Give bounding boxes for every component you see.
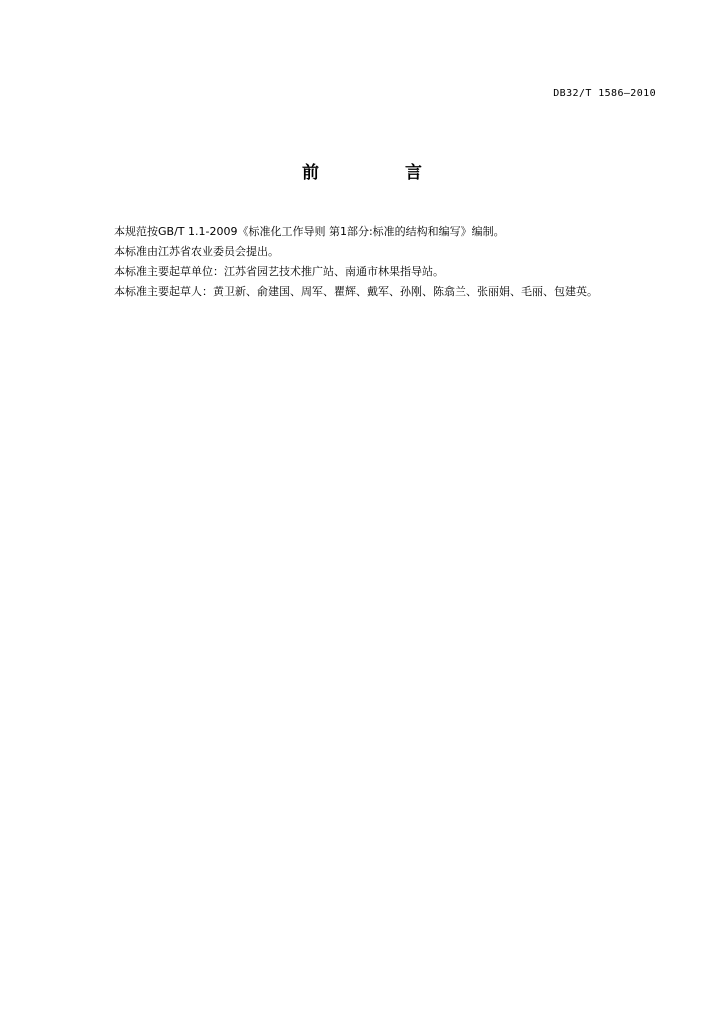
paragraph-compilation-basis: 本规范按GB/T 1.1-2009《标准化工作导则 第1部分:标准的结构和编写》编制。 [114, 225, 505, 238]
paragraph-drafters: 本标准主要起草人：黄卫新、俞建国、周军、瞿辉、戴军、孙刚、陈翕兰、张丽娟、毛丽、包建英。 [114, 285, 598, 298]
page-title: 前 言 [302, 163, 462, 183]
standard-code: DB32/T 1586—2010 [553, 88, 656, 99]
paragraph-drafting-units: 本标准主要起草单位：江苏省园艺技术推广站、南通市林果指导站。 [114, 265, 444, 278]
foreword-body [114, 222, 674, 302]
paragraph-proposer: 本标准由江苏省农业委员会提出。 [114, 245, 279, 258]
